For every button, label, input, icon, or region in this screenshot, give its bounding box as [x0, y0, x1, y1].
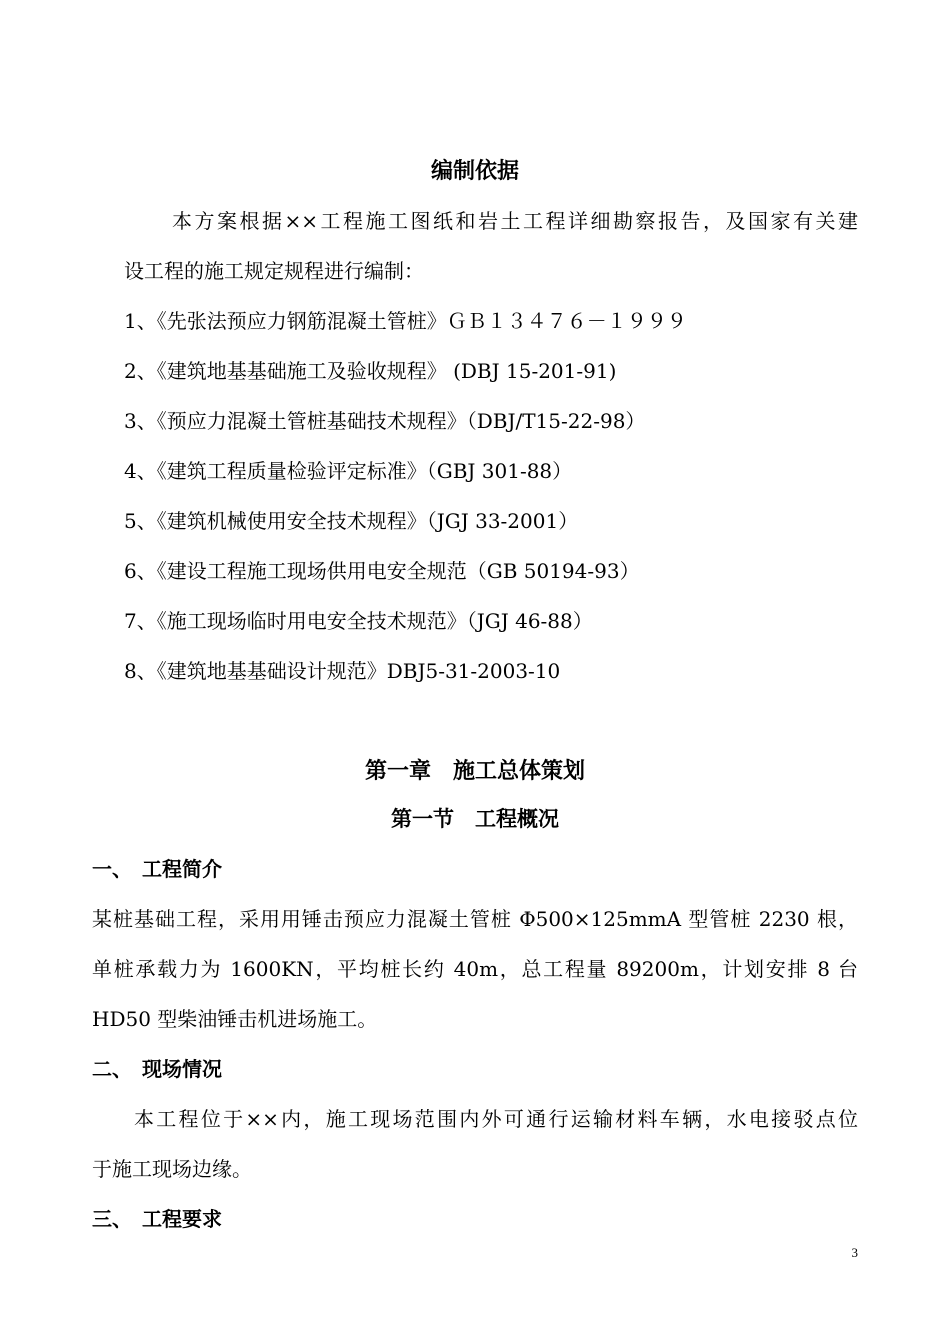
- reference-item-2: 2、《建筑地基基础施工及验收规程》 (DBJ 15-201-91): [124, 359, 617, 383]
- subsection-1-line-1: 某桩基础工程，采用用锤击预应力混凝土管桩 Φ500×125mmA 型管桩 2230 根，: [92, 907, 858, 931]
- subsection-1-line-2: 单桩承载力为 1600KN，平均桩长约 40m，总工程量 89200m，计划安排 8 台: [92, 957, 858, 981]
- chapter-title: 第一章 施工总体策划: [364, 758, 585, 784]
- reference-item-8: 8、《建筑地基基础设计规范》DBJ5-31-2003-10: [124, 659, 561, 683]
- reference-item-6: 6、《建设工程施工现场供用电安全规范（GB 50194-93）: [124, 559, 640, 583]
- page-number: 3: [851, 1245, 858, 1260]
- reference-item-7: 7、《施工现场临时用电安全技术规范》（JGJ 46-88）: [124, 609, 593, 633]
- section-title: 第一节 工程概况: [391, 806, 559, 831]
- basis-title: 编制依据: [430, 158, 519, 184]
- reference-item-5: 5、《建筑机械使用安全技术规程》（JGJ 33-2001）: [124, 509, 579, 533]
- subsection-heading-1: 一、 工程简介: [92, 857, 222, 881]
- subsection-2-line-2: 于施工现场边缘。: [92, 1157, 252, 1181]
- reference-item-1: 1、《先张法预应力钢筋混凝土管桩》ＧＢ１３４７６－１９９９: [124, 309, 687, 333]
- intro-line-2: 设工程的施工规定规程进行编制：: [124, 259, 424, 283]
- subsection-1-line-3: HD50 型柴油锤击机进场施工。: [92, 1007, 378, 1031]
- reference-item-3: 3、《预应力混凝土管桩基础技术规程》（DBJ/T15-22-98）: [124, 409, 646, 433]
- subsection-heading-3: 三、 工程要求: [92, 1207, 222, 1231]
- subsection-heading-2: 二、 现场情况: [92, 1057, 222, 1081]
- reference-item-4: 4、《建筑工程质量检验评定标准》（GBJ 301-88）: [124, 459, 573, 483]
- intro-line-1: 本方案根据××工程施工图纸和岩土工程详细勘察报告，及国家有关建: [172, 209, 858, 233]
- subsection-2-line-1: 本工程位于××内，施工现场范围内外可通行运输材料车辆，水电接驳点位: [134, 1107, 858, 1131]
